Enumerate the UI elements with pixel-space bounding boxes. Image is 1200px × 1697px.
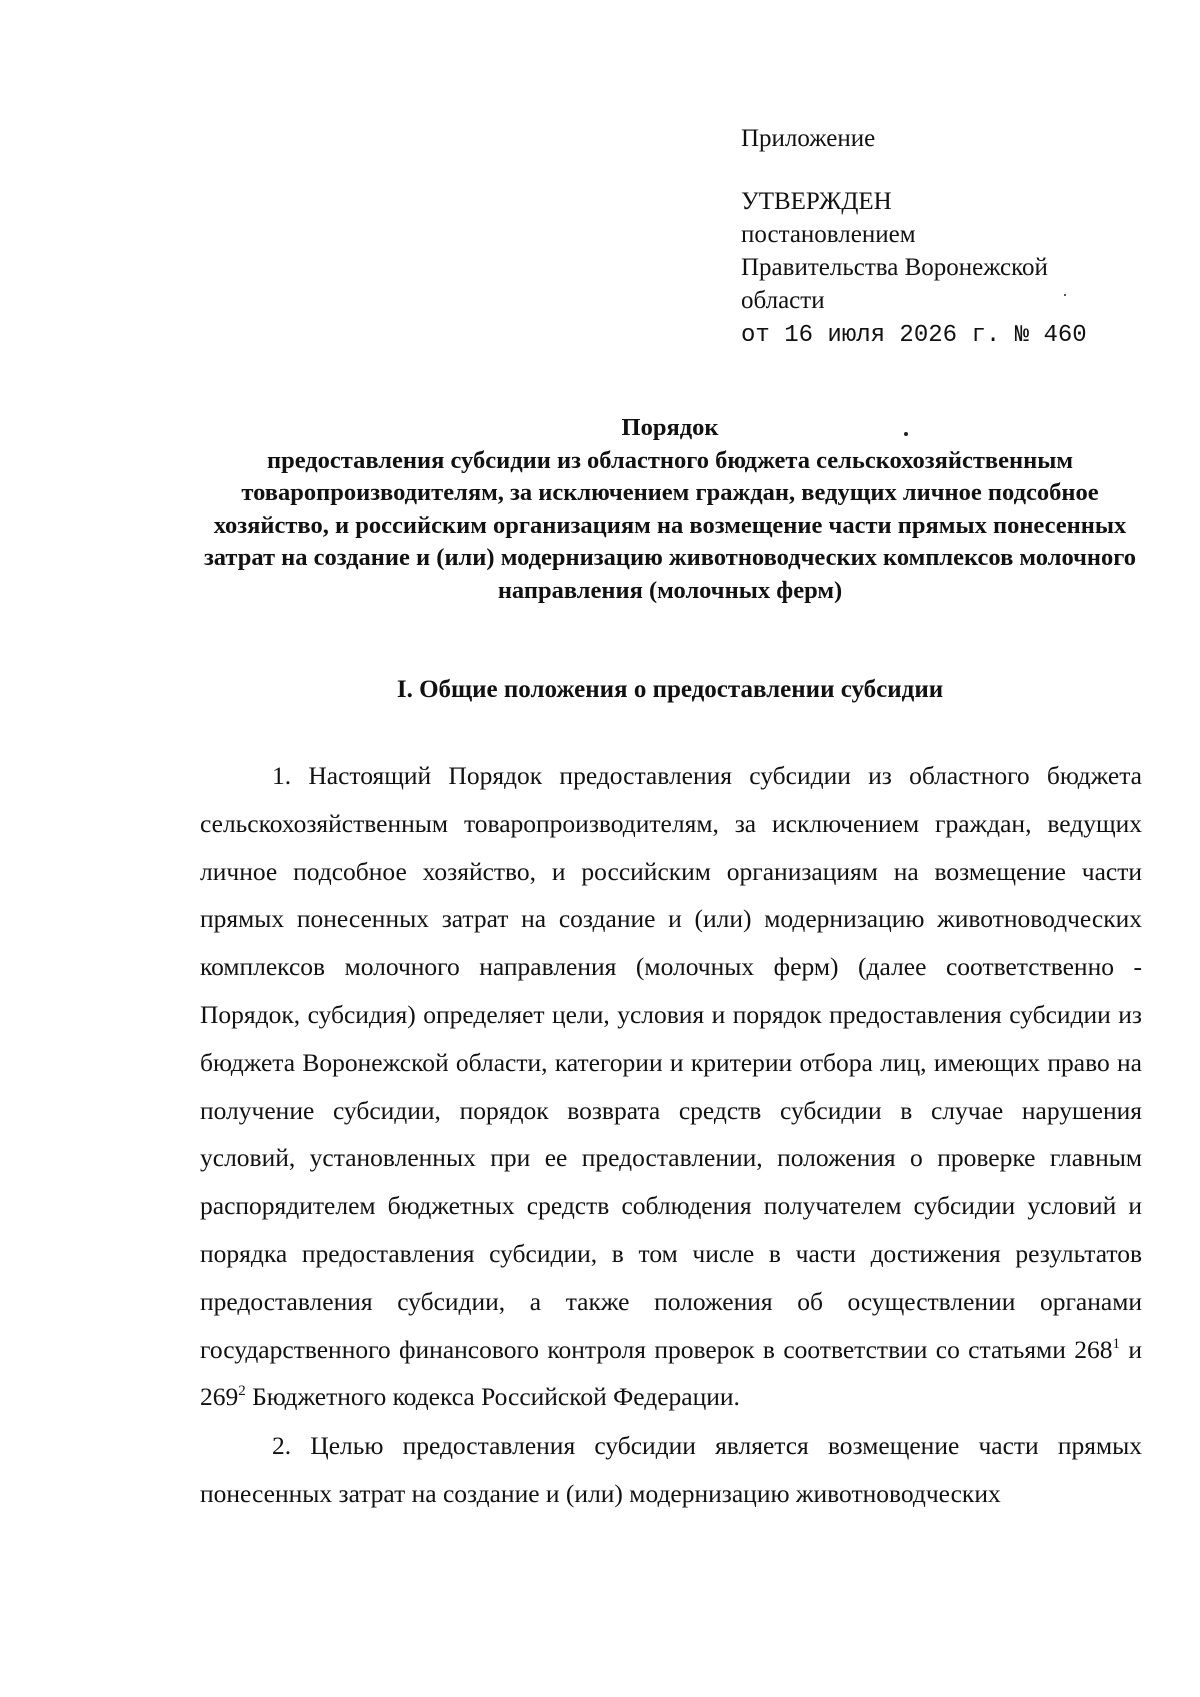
annex-label: Приложение: [741, 125, 876, 152]
paragraph-2: 2. Целью предоставления субсидии является возмещение части прямых понесенных затрат на создание и (или) модернизацию животноводческих: [200, 1431, 1142, 1508]
paragraph-1-end: Бюджетного кодекса Российской Федерации.: [245, 1382, 740, 1412]
scan-speck: [1064, 294, 1066, 296]
paragraph-1-mid: и 269: [200, 1334, 1142, 1412]
superscript-2: 2: [238, 1383, 246, 1400]
government-line: Правительства Воронежской: [741, 254, 1048, 281]
title-text: предоставления субсидии из областного бюджета сельскохозяйственным товаропроизводителям, за исключением граждан, ведущих личное подсобное хозяйство, и российским организациям на возмещение части прямых понесенных затрат на создание и (или) модернизацию животноводческих комплексов молочного направления (молочных ферм): [203, 446, 1137, 604]
superscript-1: 1: [1112, 1335, 1120, 1352]
paragraph-1-text: 1. Настоящий Порядок предоставления субсидии из областного бюджета сельскохозяйственным товаропроизводителям, за исключением граждан, ведущих личное подсобное хозяйство, и российским организациям на возмещение части прямых понесенных затрат на создание и (или) модернизацию животноводческих комплексов молочного направления (молочных ферм) (далее соответственно - Порядок, субсидия) определяет цели, условия и порядок предоставления субсидии из бюджета Воронежской области, категории и критерии отбора лиц, имеющих право на получение субсидии, порядок возврата средств субсидии в случае нарушения условий, установленных при ее предоставлении, положения о проверке главным распорядителем бюджетных средств соблюдения получателем субсидии условий и порядка предоставления субсидии, в том числе в части достижения результатов предоставления субсидии, а также положения об осуществлении органами государственного финансового контроля проверок в соответствии со статьями 268: [200, 761, 1142, 1364]
region-line: области: [741, 287, 825, 314]
body-text: [200, 752, 1142, 1518]
approved-label: УТВЕРЖДЕН: [741, 188, 892, 215]
approval-stamp: [741, 185, 1087, 352]
title-heading: Порядок: [621, 414, 719, 441]
section-heading: I. Общие положения о предоставлении субсидии: [396, 676, 944, 703]
document-title: [195, 412, 1145, 607]
resolution-date-number: от 16 июля 2026 г. № 460: [741, 322, 1087, 349]
resolution-line: постановлением: [741, 221, 916, 248]
paragraph-1: [200, 752, 1142, 1421]
